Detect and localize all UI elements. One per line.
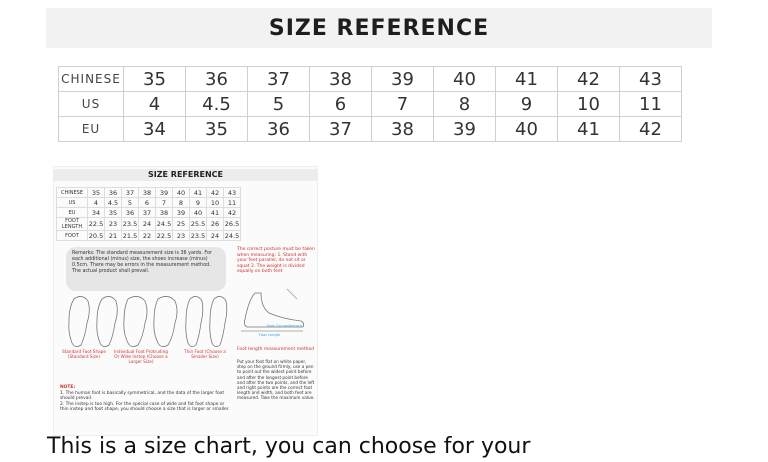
thumb-cell: 34 [88,208,105,218]
foot-outline-standard-2 [97,296,117,346]
thumb-cell: 37 [122,188,139,198]
size-cell: 40 [496,117,558,142]
thumb-cell: 38 [156,208,173,218]
size-cell: 35 [124,67,186,92]
thumb-row [57,218,241,231]
thumb-cell: 22.5 [156,231,172,240]
size-cell: 39 [372,67,434,92]
note-line-1: 1. The human foot is basically symmetrical, and the data of the larger foot should prevail. [60,390,225,402]
thumb-cell: 22.5 [88,218,105,231]
thumb-row-label: FOOT LENGTH [57,218,88,231]
foot-shapes-illustration [62,293,232,349]
thumb-cell: 4 [88,198,105,208]
foot-length-method-text: Put your foot flat on white paper, step on the ground firmly, use a pen to point out the widest point before and after the longest point before and after the two points, and the left and right points are the correct foot length and width, and both feet are measured. Take the maximum value. [237,359,315,401]
foot-shape-labels [62,349,232,371]
thumb-cell: 21.5 [122,231,138,240]
thumb-cell: 25 [173,218,190,231]
foot-outline-standard [69,296,89,346]
posture-note: The correct posture must be taken when measuring: 1. Stand with your feet parallel, do not sit or squat 2. The weight is divided equally on both feet [237,247,315,275]
thumb-cell: 42 [207,188,224,198]
side-label-circumference: Foot Circumference [267,324,303,328]
foot-label-standard: Standard Foot Shape (Standard Size) [62,349,106,359]
thumb-cell: 41 [207,208,224,218]
size-cell: 37 [310,117,372,142]
thumb-cell: 21 [105,231,122,241]
thumb-cell: 23 [173,231,190,241]
thumb-cell: 40 [173,188,190,198]
size-cell: 36 [186,67,248,92]
thumb-cell: 20.5 [88,231,104,240]
thumb-cell: 11 [224,198,241,208]
thumb-row [57,231,241,241]
size-cell: 8 [434,92,496,117]
thumb-row [57,208,241,218]
thumb-cell: 8 [173,198,190,208]
thumb-cell: 43 [224,188,241,198]
size-row [59,92,682,117]
thumb-row-label: FOOT [57,231,88,241]
thumb-row-label: EU [57,208,88,218]
thumb-cell: 35 [88,188,105,198]
thumb-row-label: US [57,198,88,208]
size-cell: 38 [310,67,372,92]
size-cell: 39 [434,117,496,142]
thumb-cell: 39 [156,188,173,198]
size-cell: 34 [124,117,186,142]
thumb-cell: 23.5 [122,218,139,231]
thumb-row [57,198,241,208]
remarks-box: Remarks: The standard measurement size is 36 yards. For each additional (minus) size, the shoes increase (minus) 0.5cm. There may be errors in the measurement method. The actual product shall prevail. [66,247,226,291]
size-row-label: US [59,92,124,117]
note-line-2: 2. The instep is too high. For the special case of wide and fat foot shape or thin instep and foot shape, you should choose a size that is larger or smaller. [60,401,230,413]
thumb-cell: 6 [139,198,156,208]
size-cell: 37 [248,67,310,92]
foot-outline-thin [186,296,203,346]
thumb-cell: 41 [190,188,207,198]
foot-outline-thin-2 [210,296,227,346]
thumb-cell: 36 [122,208,139,218]
size-cell: 43 [620,67,682,92]
size-cell: 4 [124,92,186,117]
thumb-cell: 37 [139,208,156,218]
size-row-label: CHINESE [59,67,124,92]
size-cell: 35 [186,117,248,142]
size-cell: 42 [620,117,682,142]
size-cell: 41 [558,117,620,142]
note-title: NOTE: [60,385,76,390]
header-title: SIZE REFERENCE [268,15,490,41]
side-label-length: Foot Length [259,333,281,337]
size-cell: 42 [558,67,620,92]
size-cell: 40 [434,67,496,92]
size-cell: 36 [248,117,310,142]
thumb-cell: 36 [105,188,122,198]
size-cell: 11 [620,92,682,117]
size-cell: 41 [496,67,558,92]
thumb-cell: 24.5 [156,218,173,231]
thumb-cell: 23.5 [190,231,206,240]
thumb-cell: 22 [139,231,156,241]
thumb-cell: 24.5 [224,231,240,240]
size-cell: 5 [248,92,310,117]
thumbnail-title: SIZE REFERENCE [54,169,317,181]
thumb-cell: 9 [190,198,207,208]
caption-text: This is a size chart, you can choose for your [47,434,531,459]
thumb-cell: 25.5 [190,218,207,231]
foot-outline-wide [124,296,147,346]
thumbnail-size-table [56,187,241,241]
foot-label-thin: Thin Foot (Choose a Smaller Size) [184,349,226,359]
size-cell: 7 [372,92,434,117]
size-reference-thumbnail[interactable] [53,166,318,436]
size-row [59,117,682,142]
thumb-cell: 24 [139,218,156,231]
size-reference-header [46,8,712,48]
thumb-cell: 40 [190,208,207,218]
side-foot-illustration [237,285,307,337]
thumb-cell: 35 [105,208,122,218]
size-cell: 9 [496,92,558,117]
thumb-cell: 24 [207,231,224,241]
size-row [59,67,682,92]
thumb-cell: 4.5 [105,198,122,208]
thumb-cell: 26 [207,218,224,231]
size-table [58,66,682,142]
thumb-cell: 42 [224,208,241,218]
thumb-cell: 23 [105,218,122,231]
foot-label-wide: Individual Foot Protruding Or Wide Instep (Choose a Larger Size) [114,349,168,364]
foot-outline-wide-2 [154,296,177,346]
thumb-cell: 10 [207,198,224,208]
thumb-cell: 38 [139,188,156,198]
thumb-cell: 26.5 [224,218,241,231]
size-cell: 38 [372,117,434,142]
size-cell: 10 [558,92,620,117]
foot-length-method-title: Foot length measurement method [237,347,315,352]
thumb-cell: 5 [122,198,139,208]
size-row-label: EU [59,117,124,142]
thumb-cell: 7 [156,198,173,208]
size-cell: 4.5 [186,92,248,117]
thumb-row [57,188,241,198]
note-section [60,385,230,413]
size-cell: 6 [310,92,372,117]
thumb-row-label: CHINESE [57,188,88,198]
thumb-cell: 39 [173,208,190,218]
